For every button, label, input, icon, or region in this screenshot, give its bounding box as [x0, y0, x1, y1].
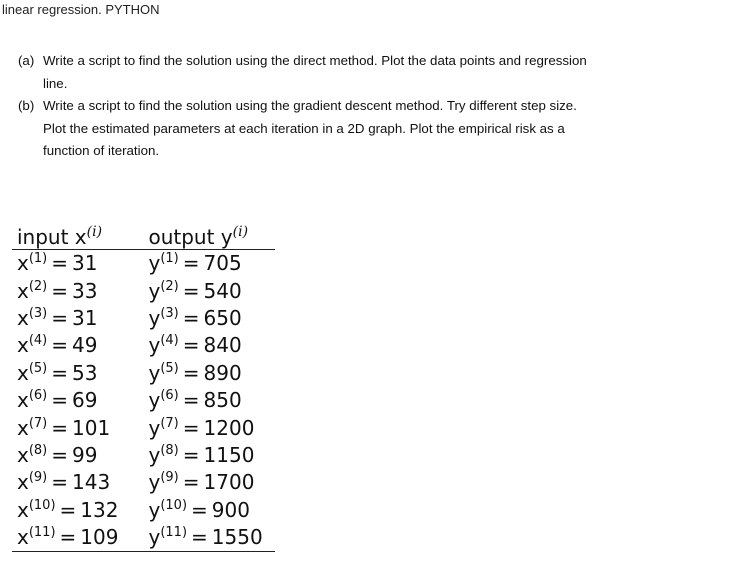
input-cell: $x^{(10)} = 132$	[17, 497, 119, 522]
input-cell: $x^{(1)} = 31$	[12, 250, 118, 278]
question-list	[18, 50, 708, 163]
output-cell: $y^{(7)} = 1200$	[148, 415, 255, 440]
output-cell: $y^{(11)} = 1550$	[118, 524, 274, 552]
table-row	[12, 250, 275, 278]
question-b-line-2: Plot the estimated parameters at each iteration in a 2D graph. Plot the empirical risk as a	[43, 120, 565, 136]
question-b-line-1: Write a script to find the solution using the gradient descent method. Try different step size.	[43, 98, 577, 113]
input-cell: $x^{(2)} = 33$	[17, 278, 98, 303]
table-header-row	[12, 223, 275, 250]
input-cell: $x^{(11)} = 109$	[12, 524, 118, 552]
header-output: output $y^{(i)}$	[148, 224, 249, 249]
table-row	[12, 469, 275, 496]
question-a-line-1: Write a script to find the solution using the direct method. Plot the data points and regression	[43, 53, 587, 68]
output-cell: $y^{(9)} = 1700$	[148, 470, 255, 495]
output-cell: $y^{(5)} = 890$	[148, 360, 242, 385]
output-cell: $y^{(4)} = 840$	[148, 333, 242, 358]
table-row	[12, 524, 275, 552]
table-row	[12, 332, 275, 359]
input-cell: $x^{(6)} = 69$	[17, 388, 98, 413]
table-row	[12, 305, 275, 332]
input-cell: $x^{(3)} = 31$	[17, 305, 98, 330]
output-cell: $y^{(2)} = 540$	[148, 278, 242, 303]
header-input: input $x^{(i)}$	[17, 224, 103, 249]
table-row	[12, 497, 275, 524]
output-cell: $y^{(10)} = 900$	[148, 497, 250, 522]
input-cell: $x^{(4)} = 49$	[17, 333, 98, 358]
output-cell: $y^{(6)} = 850$	[148, 388, 242, 413]
page-heading: linear regression. PYTHON	[2, 2, 160, 17]
output-cell: $y^{(3)} = 650$	[148, 305, 242, 330]
table-row	[12, 414, 275, 441]
output-cell: $y^{(8)} = 1150$	[148, 442, 255, 467]
question-a-label: (a)	[18, 53, 35, 68]
input-cell: $x^{(8)} = 99$	[17, 442, 98, 467]
table-body	[12, 250, 275, 552]
question-b	[18, 95, 708, 163]
input-cell: $x^{(7)} = 101$	[17, 415, 111, 440]
input-cell: $x^{(5)} = 53$	[17, 360, 98, 385]
input-cell: $x^{(9)} = 143$	[17, 470, 111, 495]
table-row	[12, 277, 275, 304]
question-a-line-2: line.	[43, 75, 68, 91]
question-a	[18, 50, 708, 95]
output-cell: $y^{(1)} = 705$	[118, 250, 274, 278]
table-row	[12, 360, 275, 387]
question-b-label: (b)	[18, 98, 35, 113]
question-b-line-3: function of iteration.	[43, 143, 160, 158]
table-row	[12, 387, 275, 414]
data-table	[12, 223, 275, 552]
table-row	[12, 442, 275, 469]
